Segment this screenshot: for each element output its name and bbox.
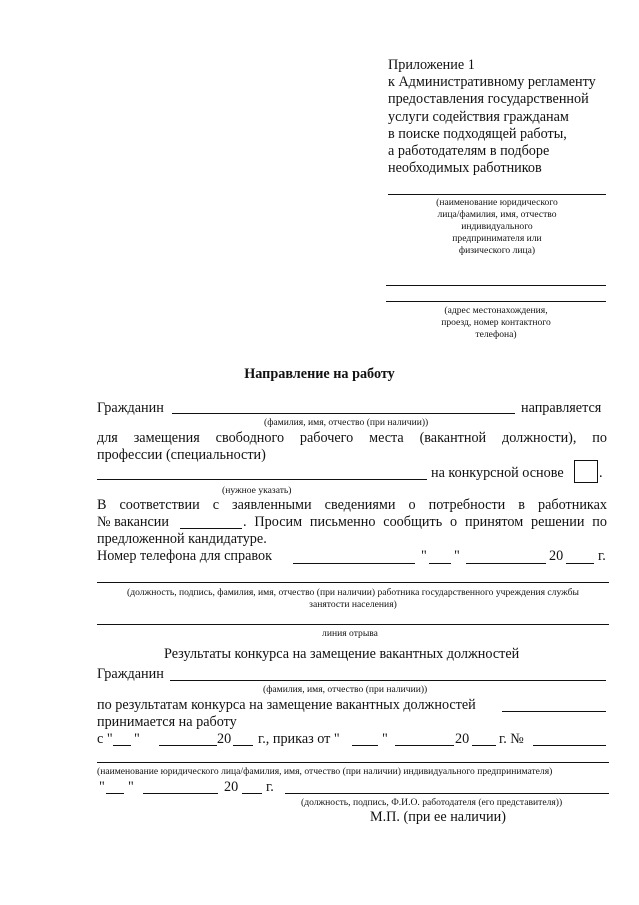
order-number-label: г. № <box>499 731 524 747</box>
year-suffix: г. <box>598 548 606 564</box>
date-quote-open: " <box>99 779 105 795</box>
contest-line[interactable] <box>502 711 606 712</box>
results-employer-line[interactable] <box>97 762 609 763</box>
phone-label: Номер телефона для справок <box>97 548 272 564</box>
appendix-heading <box>388 57 596 177</box>
employer-signature-line[interactable] <box>285 793 609 794</box>
appendix-line: Приложение 1 <box>388 57 475 73</box>
official-caption-line1: (должность, подпись, фамилия, имя, отчество (при наличии) работника государственного учреждения службы <box>127 587 579 598</box>
tear-line <box>97 624 609 625</box>
hired-label: принимается на работу <box>97 714 237 730</box>
citizen-name-line[interactable] <box>172 413 515 414</box>
competitive-basis-checkbox[interactable] <box>574 460 598 483</box>
profession-label: профессии (специальности) <box>97 447 266 463</box>
employer-caption: (наименование юридического лица/фамилия, имя, отчество индивидуального предпринимателя или физического лица) <box>436 197 558 256</box>
profession-line[interactable] <box>97 479 427 480</box>
order-quote-close: " <box>382 731 388 747</box>
hire-year-prefix: 20 <box>217 731 232 747</box>
order-text: г., приказ от " <box>258 731 340 747</box>
sign-year-line[interactable] <box>242 793 262 794</box>
order-number-line[interactable] <box>533 745 606 746</box>
phone-line[interactable] <box>293 563 415 564</box>
appendix-line: а работодателям в подборе <box>388 143 550 160</box>
hire-day-line[interactable] <box>113 745 131 746</box>
appendix-line: услуги содействия гражданам <box>388 108 569 125</box>
results-title: Результаты конкурса на замещение вакантных должностей <box>164 646 520 662</box>
official-signature-line[interactable] <box>97 582 609 583</box>
month-line[interactable] <box>466 563 546 564</box>
quote-close: " <box>454 548 460 564</box>
tear-line-label: линия отрыва <box>322 628 378 639</box>
order-month-line[interactable] <box>395 745 454 746</box>
appendix-line: в поиске подходящей работы, <box>388 125 567 142</box>
results-fio-caption: (фамилия, имя, отчество (при наличии)) <box>263 684 428 695</box>
specify-caption: (нужное указать) <box>222 485 292 496</box>
appendix-line: необходимых работников <box>388 160 542 177</box>
official-caption-line2: занятости населения) <box>309 599 397 610</box>
order-year-line[interactable] <box>472 745 496 746</box>
appendix-line: предоставления государственной <box>388 91 589 108</box>
from-prefix: с " <box>97 731 113 747</box>
document-title: Направление на работу <box>244 366 395 382</box>
employer-extra-line[interactable] <box>386 285 606 286</box>
employer-name-line[interactable] <box>388 194 606 195</box>
order-day-line[interactable] <box>352 745 378 746</box>
year-line[interactable] <box>566 563 594 564</box>
from-quote-close: " <box>134 731 140 747</box>
date-year: 20 <box>224 779 239 795</box>
sign-day-line[interactable] <box>106 793 124 794</box>
date-quote-close: " <box>128 779 134 795</box>
quote-open: " <box>421 548 427 564</box>
fio-caption: (фамилия, имя, отчество (при наличии)) <box>264 417 429 428</box>
purpose-line: для замещения свободного рабочего места (вакантной должности), по <box>97 430 607 446</box>
order-year: 20 <box>455 731 470 747</box>
sign-month-line[interactable] <box>143 793 218 794</box>
date-suffix: г. <box>266 779 274 795</box>
stamp-label: М.П. (при ее наличии) <box>370 809 506 825</box>
appendix-line: к Административному регламенту <box>388 74 596 91</box>
competitive-basis-label: на конкурсной основе <box>431 465 564 481</box>
period: . <box>599 465 603 481</box>
year-prefix: 20 <box>549 548 564 564</box>
results-citizen-line[interactable] <box>170 680 606 681</box>
results-citizen-label: Гражданин <box>97 666 164 682</box>
vacancy-label: № вакансии <box>97 514 169 530</box>
results-employer-caption: (наименование юридического лица/фамилия, имя, отчество (при наличии) индивидуального предпринимателя) <box>97 766 553 777</box>
address-caption: (адрес местонахождения, проезд, номер контактного телефона) <box>441 305 551 340</box>
notice-request: . Просим письменно сообщить о принятом решении по <box>243 514 607 530</box>
hire-month-line[interactable] <box>159 745 217 746</box>
vacancy-number-line[interactable] <box>180 528 242 529</box>
address-line[interactable] <box>386 301 606 302</box>
hire-year-line[interactable] <box>233 745 253 746</box>
notice-line: В соответствии с заявленными сведениями о потребности в работниках <box>97 497 607 513</box>
directed-label: направляется <box>521 400 602 416</box>
day-line[interactable] <box>429 563 451 564</box>
signature-caption: (должность, подпись, Ф.И.О. работодателя (его представителя)) <box>301 797 563 808</box>
contest-label: по результатам конкурса на замещение вакантных должностей <box>97 697 476 713</box>
notice-candidate: предложенной кандидатуре. <box>97 531 267 547</box>
citizen-label: Гражданин <box>97 400 164 416</box>
